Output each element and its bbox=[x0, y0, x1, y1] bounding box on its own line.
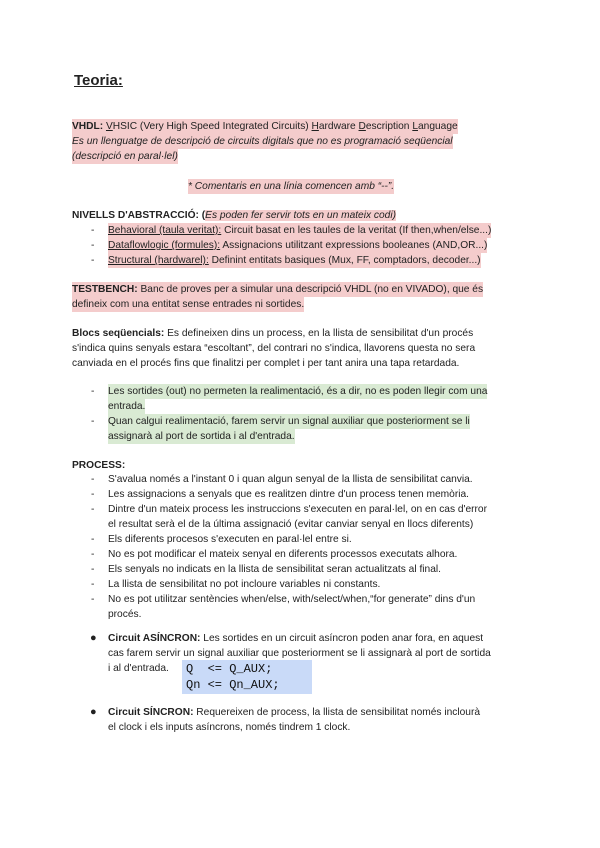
list-item: Dataflowlogic (formules): Assignacions utilitzant expressions booleanes (AND,OR...) bbox=[108, 240, 488, 251]
code-line: Qn <= Qn_AUX; bbox=[186, 678, 280, 692]
list-item: Quan calgui realimentació, farem servir un signal auxiliar que posteriorment se li bbox=[108, 416, 470, 427]
dash-icon: - bbox=[91, 504, 95, 515]
circuit-sincron-line: Circuit SÍNCRON: Requereixen de process, la llista de sensibilitat només inclourà bbox=[108, 707, 481, 718]
dash-icon: - bbox=[91, 564, 95, 575]
code-snippet bbox=[182, 660, 312, 694]
dash-icon: - bbox=[91, 579, 95, 590]
dash-icon: - bbox=[91, 474, 95, 485]
dash-icon: - bbox=[91, 386, 95, 397]
dash-icon: - bbox=[91, 489, 95, 500]
list-item-continuation: assignarà al port de sortida i al d'entrada. bbox=[108, 431, 295, 442]
page-title: Teoria: bbox=[74, 72, 123, 89]
nivells-heading: NIVELLS D'ABSTRACCIÓ: (Es poden fer servir tots en un mateix codi) bbox=[72, 210, 396, 221]
bullet-icon: ● bbox=[90, 706, 97, 718]
code-line: Q <= Q_AUX; bbox=[186, 662, 273, 676]
vhdl-label: VHDL: bbox=[72, 121, 104, 132]
blocs-line-2: s'indica quins senyals estara “escoltant”, del contrari no s'indica, llavorens questa no sera bbox=[72, 343, 476, 354]
list-item-continuation: entrada. bbox=[108, 401, 146, 412]
blocs-line: Blocs seqüencials: Es defineixen dins un process, en la llista de sensibilitat d'un procés bbox=[72, 328, 474, 339]
list-item: Dintre d'un mateix process les instruccions s'executen en paral·lel, on en cas d'error bbox=[108, 504, 487, 515]
list-item-continuation: procés. bbox=[108, 609, 142, 620]
dash-icon: - bbox=[91, 534, 95, 545]
dash-icon: - bbox=[91, 225, 95, 236]
list-item: No es pot modificar el mateix senyal en diferents processos executats alhora. bbox=[108, 549, 458, 560]
list-item: Behavioral (taula veritat): Circuit basat en les taules de la veritat (If then,when/else...) bbox=[108, 225, 492, 236]
testbench-line-2: defineix com una entitat sense entrades ni sortides. bbox=[72, 299, 305, 310]
list-item-continuation: el resultat serà el de la última assignació (evitar canviar senyal en llocs diferents) bbox=[108, 519, 474, 530]
circuit-asincron-line-3: i al d'entrada. bbox=[108, 663, 169, 674]
process-heading: PROCESS: bbox=[72, 460, 126, 471]
list-item: Les sortides (out) no permeten la realimentació, és a dir, no es poden llegir com una bbox=[108, 386, 488, 397]
vhdl-definition-line: VHDL: VHSIC (Very High Speed Integrated Circuits) Hardware Description Language bbox=[72, 121, 458, 132]
list-item: Structural (hardwarel): Definint entitats basiques (Mux, FF, comptadors, decoder...) bbox=[108, 255, 481, 266]
list-item: Les assignacions a senyals que es realitzen dintre d'un process tenen memòria. bbox=[108, 489, 469, 500]
vhdl-description-line: Es un llenguatge de descripció de circuits digitals que no es programació seqüencial bbox=[72, 136, 453, 147]
dash-icon: - bbox=[91, 255, 95, 266]
circuit-sincron-line-2: el clock i els inputs asíncrons, només tindrem 1 clock. bbox=[108, 722, 351, 733]
bullet-icon: ● bbox=[90, 632, 97, 644]
blocs-line-3: canviada en el procés fins que finalitzi per complet i per tant anira una tapa retardada. bbox=[72, 358, 460, 369]
list-item: Els senyals no indicats en la llista de sensibilitat seran actualitzats al final. bbox=[108, 564, 441, 575]
vhdl-description-line-2: (descripció en paral·lel) bbox=[72, 151, 178, 162]
list-item: Els diferents procesos s'executen en paral·lel entre si. bbox=[108, 534, 352, 545]
comment-note: * Comentaris en una línia comencen amb “--”. bbox=[188, 181, 395, 192]
dash-icon: - bbox=[91, 594, 95, 605]
dash-icon: - bbox=[91, 240, 95, 251]
list-item: No es pot utilitzar sentències when/else, with/select/when,“for generate” dins d'un bbox=[108, 594, 476, 605]
list-item: S'avalua només a l'instant 0 i quan algun senyal de la llista de sensibilitat canvia. bbox=[108, 474, 473, 485]
circuit-asincron-line: Circuit ASÍNCRON: Les sortides en un circuit asíncron poden anar fora, en aquest bbox=[108, 633, 484, 644]
list-item: La llista de sensibilitat no pot incloure variables ni constants. bbox=[108, 579, 381, 590]
dash-icon: - bbox=[91, 416, 95, 427]
dash-icon: - bbox=[91, 549, 95, 560]
circuit-asincron-line-2: cas farem servir un signal auxiliar que posteriorment se li assignarà al port de sortida bbox=[108, 648, 491, 659]
testbench-line: TESTBENCH: Banc de proves per a simular una descripció VHDL (no en VIVADO), que és bbox=[72, 284, 484, 295]
